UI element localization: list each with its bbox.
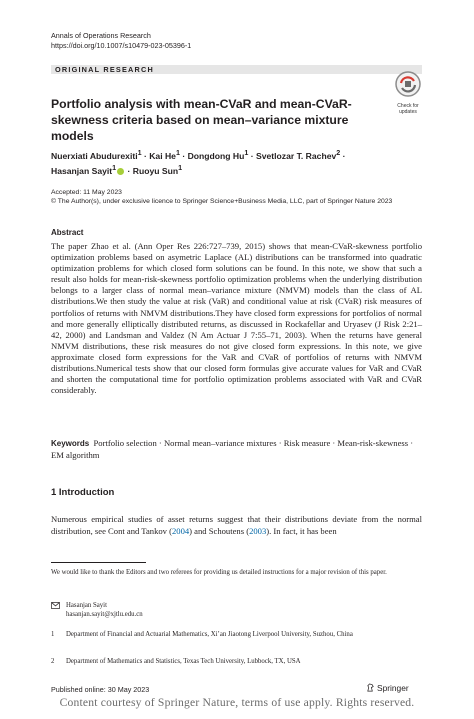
keywords — [51, 438, 422, 461]
affiliation-mark: 1 — [51, 631, 55, 638]
introduction-text — [51, 514, 422, 537]
check-line-2: updates — [399, 109, 417, 115]
journal-name: Annals of Operations Research — [51, 31, 151, 40]
author-separator: · — [248, 150, 257, 161]
affiliation-mark: 2 — [51, 658, 55, 665]
article-type-label: ORIGINAL RESEARCH — [55, 65, 154, 74]
author-affiliation-mark: 1 — [178, 164, 183, 173]
journal-header — [51, 31, 191, 51]
author-name[interactable]: Svetlozar T. Rachev — [256, 150, 337, 161]
acknowledgment-footnote: We would like to thank the Editors and two referees for providing us detailed instructions for a major revision of this paper. — [51, 569, 387, 576]
published-date: Published online: 30 May 2023 — [51, 685, 150, 694]
affiliation-footnote — [51, 657, 422, 667]
footnote-divider — [51, 562, 146, 563]
affiliation-text: Department of Mathematics and Statistics, Texas Tech University, Lubbock, TX, USA — [66, 658, 301, 665]
abstract-text: The paper Zhao et al. (Ann Oper Res 226:727–739, 2015) shows that mean-CVaR-skewness portfolio optimization problems based on asymetric Laplace (AL) distributions can be transformed into quadratic optimization problems for which closed form solutions can be found. In this note, we show that such a result also holds for mean-risk-skewness portfolio optimization problems when the underlying distribution belongs to a larger class of normal mean–variance mixture (NMVM) models than the class of AL distributions.We then study the value at risk (VaR) and conditional value at risk (CVaR) risk measures of portfolios of returns with NMVM distributions.They have closed form expressions for portfolios of normal and more generally elliptically distributed returns, as discussed in Rockafellar and Uryasev (J Risk 2:21–42, 2000) and Landsman and Valdez (N Am Actuar J 7:55–71, 2003). When the returns have general NMVM distributions, these risk measures do not give closed form expressions. In this note, we give approximate closed form expressions for the VaR and CVaR of portfolios of returns with NMVM distributions.Numerical tests show that our closed form formulas give accurate values for VaR and CVaR and shorten the computational time for portfolio optimization problems associated with VaR and CVaR considerably. — [51, 241, 422, 396]
author-separator: · — [340, 150, 346, 161]
author-separator: · — [141, 150, 150, 161]
corresponding-author — [51, 601, 422, 621]
section-heading-introduction: 1 Introduction — [51, 487, 115, 498]
author-affiliation-mark: 1 — [137, 149, 142, 157]
check-line-1: Check for — [397, 103, 419, 109]
publisher-logo — [366, 683, 409, 693]
keywords-label: Keywords — [51, 439, 90, 448]
author-affiliation-mark: 2 — [336, 149, 341, 157]
intro-text-part: ). In fact, it has been — [266, 525, 337, 536]
author-list — [51, 147, 391, 178]
paper-title: Portfolio analysis with mean-CVaR and mean-CVaR-skewness criteria based on mean–variance mixture models — [51, 97, 352, 143]
publisher-name: Springer — [377, 683, 409, 693]
intro-text-part: Numerous empirical studies of asset returns suggest that their distributions deviate from the normal distribution, see Cont and Tankov ( — [51, 514, 422, 536]
check-for-updates-icon[interactable] — [391, 70, 425, 102]
accepted-date: Accepted: 11 May 2023 — [51, 189, 122, 196]
author-affiliation-mark: 1 — [244, 149, 249, 157]
affiliation-footnote — [51, 630, 422, 650]
citation-link[interactable]: 2003 — [249, 525, 267, 536]
author-name[interactable]: Nuerxiati Abudurexiti — [51, 150, 138, 161]
author-name[interactable]: Dongdong Hu — [187, 150, 245, 161]
author-separator: · — [179, 150, 188, 161]
watermark-notice: Content courtesy of Springer Nature, terms of use apply. Rights reserved. — [59, 696, 415, 709]
abstract-heading: Abstract — [51, 228, 84, 237]
keywords-list: Portfolio selection · Normal mean–variance mixtures · Risk measure · Mean-risk-skewness · EM algorithm — [51, 438, 414, 460]
author-separator: · — [125, 166, 133, 177]
author-name[interactable]: Kai He — [149, 150, 176, 161]
author-line-1 — [51, 147, 391, 162]
orcid-icon[interactable] — [117, 168, 124, 175]
author-affiliation-mark: 1 — [112, 164, 117, 173]
intro-text-part: ) and Schoutens ( — [189, 525, 250, 536]
contact-name: Hasanjan Sayit — [66, 602, 107, 609]
author-name[interactable]: Hasanjan Sayit — [51, 166, 113, 177]
author-affiliation-mark: 1 — [175, 149, 180, 157]
envelope-icon — [51, 602, 60, 609]
check-for-updates-label[interactable] — [389, 103, 427, 115]
doi-link[interactable]: https://doi.org/10.1007/s10479-023-05396-1 — [51, 41, 192, 50]
author-line-2 — [51, 162, 391, 177]
affiliation-text: Department of Financial and Actuarial Mathematics, Xi’an Jiaotong Liverpool University, Suzhou, China — [66, 631, 353, 638]
contact-email[interactable]: hasanjan.sayit@xjtlu.edu.cn — [66, 611, 143, 618]
citation-link[interactable]: 2004 — [171, 525, 190, 536]
author-name[interactable]: Ruoyu Sun — [132, 166, 179, 177]
copyright-notice: © The Author(s), under exclusive licence to Springer Science+Business Media, LLC, part of Springer Nature 2023 — [51, 198, 393, 205]
springer-horse-icon — [366, 683, 375, 692]
